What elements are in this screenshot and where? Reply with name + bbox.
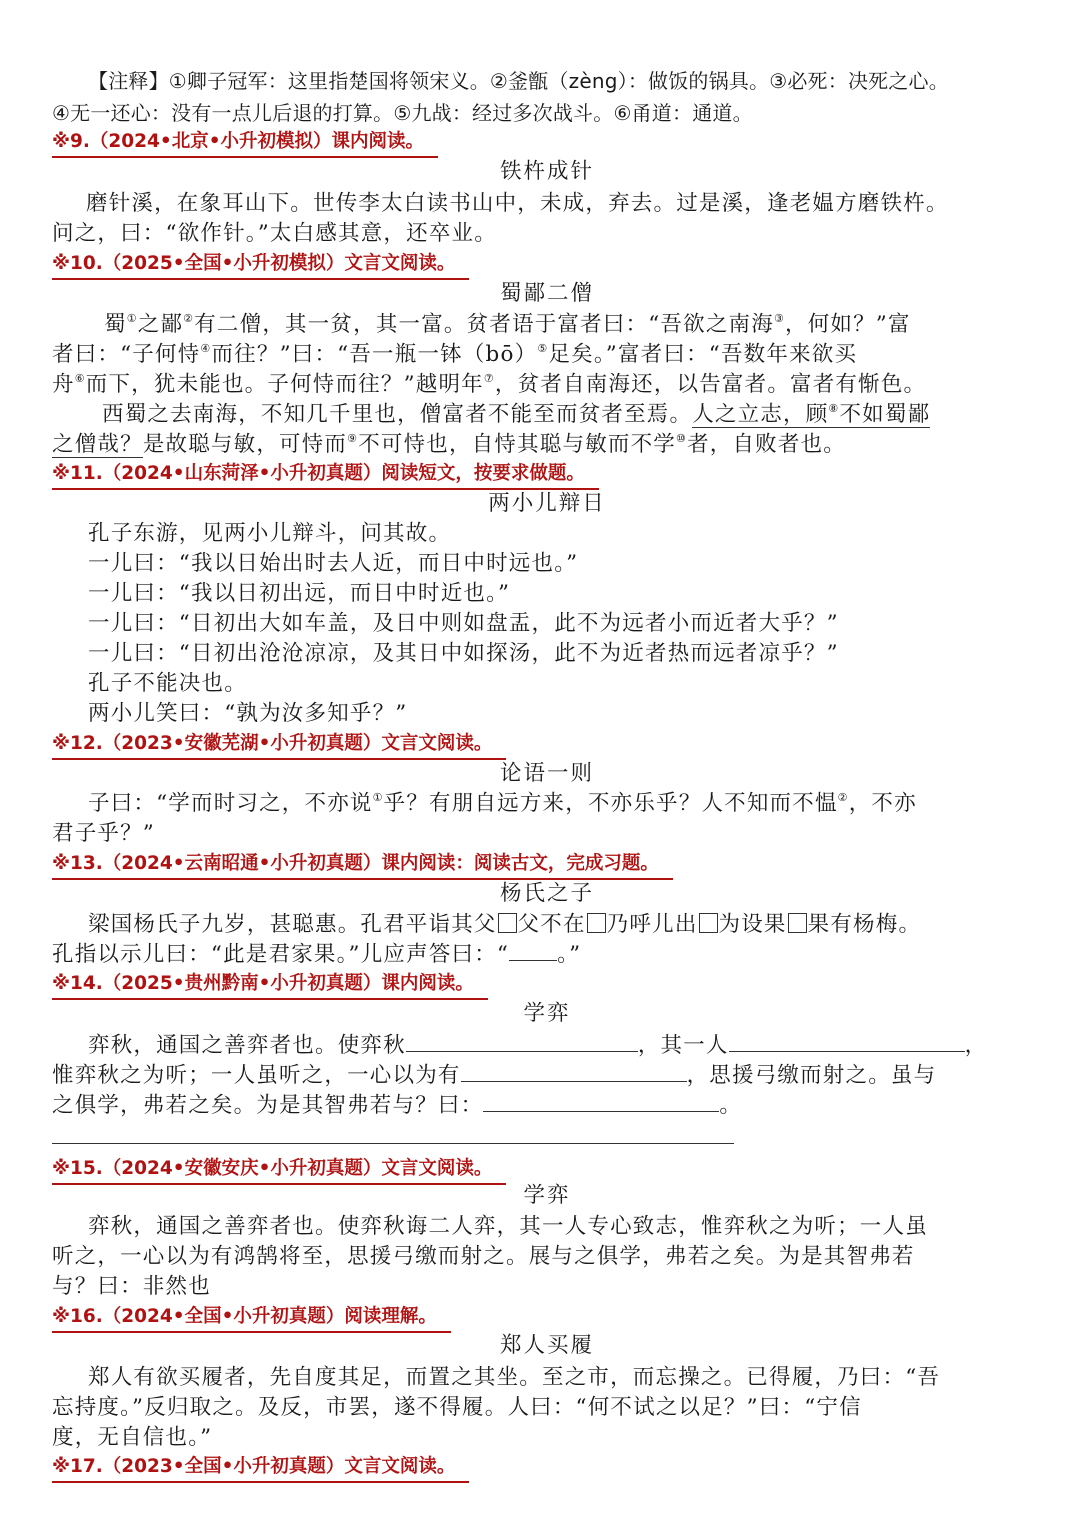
q15-title: 学弈 xyxy=(523,1183,571,1208)
q10-title: 蜀鄙二僧 xyxy=(499,281,594,306)
q11-text-line: 孔子东游，见两小儿辩斗，问其故。 xyxy=(88,521,452,546)
question-11-header: ※11.（2024•山东菏泽•小升初真题）阅读短文，按要求做题。 xyxy=(52,460,599,490)
question-14-header: ※14.（2025•贵州黔南•小升初真题）课内阅读。 xyxy=(52,970,488,1000)
q12-title: 论语一则 xyxy=(499,761,594,786)
answer-blank[interactable] xyxy=(509,940,557,961)
question-12-header: ※12.（2023•安徽芜湖•小升初真题）文言文阅读。 xyxy=(52,730,506,760)
question-9-header: ※9.（2024•北京•小升初模拟）课内阅读。 xyxy=(52,128,438,158)
underlined-sentence-end: 之僧哉？ xyxy=(52,432,143,457)
answer-blank[interactable] xyxy=(461,1061,687,1082)
punctuation-blank-box[interactable] xyxy=(788,913,807,933)
q10-text-line-4: 西蜀之去南海，不知几千里也，僧富者不能至而贫者至焉。人之立志，顾⑧不如蜀鄙 xyxy=(102,402,931,427)
q13-text-line-2: 孔指以示儿曰：“此是君家果。”儿应声答曰：“ 。” xyxy=(52,942,582,967)
q9-title: 铁杵成针 xyxy=(499,159,594,184)
answer-blank-line[interactable] xyxy=(52,1143,734,1144)
question-17-header: ※17.（2023•全国•小升初真题）文言文阅读。 xyxy=(52,1453,469,1483)
q11-text-line: 两小儿笑曰：“孰为汝多知乎？” xyxy=(88,701,408,726)
answer-blank[interactable] xyxy=(483,1091,719,1112)
question-16-header: ※16.（2024•全国•小升初真题）阅读理解。 xyxy=(52,1303,451,1333)
underlined-sentence: 人之立志，顾⑧不如蜀鄙 xyxy=(692,402,931,427)
q11-title: 两小儿辩日 xyxy=(488,491,606,516)
q10-text-line-1: 蜀①之鄙②有二僧，其一贫，其一富。贫者语于富者曰：“吾欲之南海③，何如？”富 xyxy=(104,312,911,337)
q11-text-line: 孔子不能决也。 xyxy=(88,671,247,696)
question-15-header: ※15.（2024•安徽安庆•小升初真题）文言文阅读。 xyxy=(52,1155,506,1185)
q12-text-line-2: 君子乎？” xyxy=(52,821,155,846)
q12-text-line-1: 子曰：“学而时习之，不亦说①乎？有朋自远方来，不亦乐乎？人不知而不愠②，不亦 xyxy=(88,791,917,816)
answer-blank[interactable] xyxy=(729,1031,965,1052)
q14-text-line-3: 之俱学，弗若之矣。为是其智弗若与？曰： 。 xyxy=(52,1093,743,1118)
q13-title: 杨氏之子 xyxy=(499,881,594,906)
q14-text-line-2: 惟弈秋之为听；一人虽听之，一心以为有 ，思援弓缴而射之。虽与 xyxy=(52,1063,937,1088)
notes-line-1: 【注释】①卿子冠军：这里指楚国将领宋义。②釜甑（zèng）：做饭的锅具。③必死：决死之心。 xyxy=(88,69,949,93)
punctuation-blank-box[interactable] xyxy=(498,913,517,933)
q10-text-line-3: 舟⑥而下，犹未能也。子何恃而往？”越明年⑦，贫者自南海还，以告富者。富者有惭色。 xyxy=(52,372,927,397)
q10-text-line-5: 之僧哉？是故聪与敏，可恃而⑨不可恃也，自恃其聪与敏而不学⑩者，自败者也。 xyxy=(52,432,846,457)
q15-text-line-2: 听之，一心以为有鸿鹄将至，思援弓缴而射之。展与之俱学，弗若之矣。为是其智弗若 xyxy=(52,1244,915,1269)
q9-text-line-1: 磨针溪，在象耳山下。世传李太白读书山中，未成，弃去。过是溪，逢老媪方磨铁杵。 xyxy=(86,191,949,216)
q15-text-line-1: 弈秋，通国之善弈者也。使弈秋诲二人弈，其一人专心致志，惟弈秋之为听；一人虽 xyxy=(88,1214,928,1239)
question-13-header: ※13.（2024•云南昭通•小升初真题）课内阅读：阅读古文，完成习题。 xyxy=(52,850,673,880)
q11-text-line: 一儿曰：“日初出沧沧凉凉，及其日中如探汤，此不为近者热而远者凉乎？” xyxy=(88,641,839,666)
q13-text-line-1: 梁国杨氏子九岁，甚聪惠。孔君平诣其父 父不在 乃呼儿出 为设果 果有杨梅。 xyxy=(88,912,922,937)
q16-text-line-3: 度，无自信也。” xyxy=(52,1425,213,1450)
q10-text-line-2: 者曰：“子何恃④而往？”曰：“吾一瓶一钵（bō）⑤足矣。”富者曰：“吾数年来欲买 xyxy=(52,342,858,367)
question-10-header: ※10.（2025•全国•小升初模拟）文言文阅读。 xyxy=(52,250,469,280)
punctuation-blank-box[interactable] xyxy=(699,913,718,933)
q16-text-line-2: 忘持度。”反归取之。及反，市罢，遂不得履。人曰：“何不试之以足？”曰：“宁信 xyxy=(52,1395,862,1420)
answer-blank[interactable] xyxy=(406,1031,638,1052)
q14-title: 学弈 xyxy=(523,1001,571,1026)
notes-line-2: ④无一还心：没有一点儿后退的打算。⑤九战：经过多次战斗。⑥甬道：通道。 xyxy=(52,101,753,125)
q16-text-line-1: 郑人有欲买履者，先自度其足，而置之其坐。至之市，而忘操之。已得履，乃曰：“吾 xyxy=(88,1365,941,1390)
q11-text-line: 一儿曰：“我以日初出远，而日中时近也。” xyxy=(88,581,511,606)
q11-text-line: 一儿曰：“我以日始出时去人近，而日中时远也。” xyxy=(88,551,579,576)
punctuation-blank-box[interactable] xyxy=(587,913,606,933)
q14-text-line-1: 弈秋，通国之善弈者也。使弈秋 ，其一人 ， xyxy=(88,1033,988,1058)
q15-text-line-3: 与？曰：非然也 xyxy=(52,1274,211,1299)
q11-text-line: 一儿曰：“日初出大如车盖，及日中则如盘盂，此不为远者小而近者大乎？” xyxy=(88,611,839,636)
q16-title: 郑人买履 xyxy=(499,1333,594,1358)
q9-text-line-2: 问之，曰：“欲作针。”太白感其意，还卒业。 xyxy=(52,221,497,246)
